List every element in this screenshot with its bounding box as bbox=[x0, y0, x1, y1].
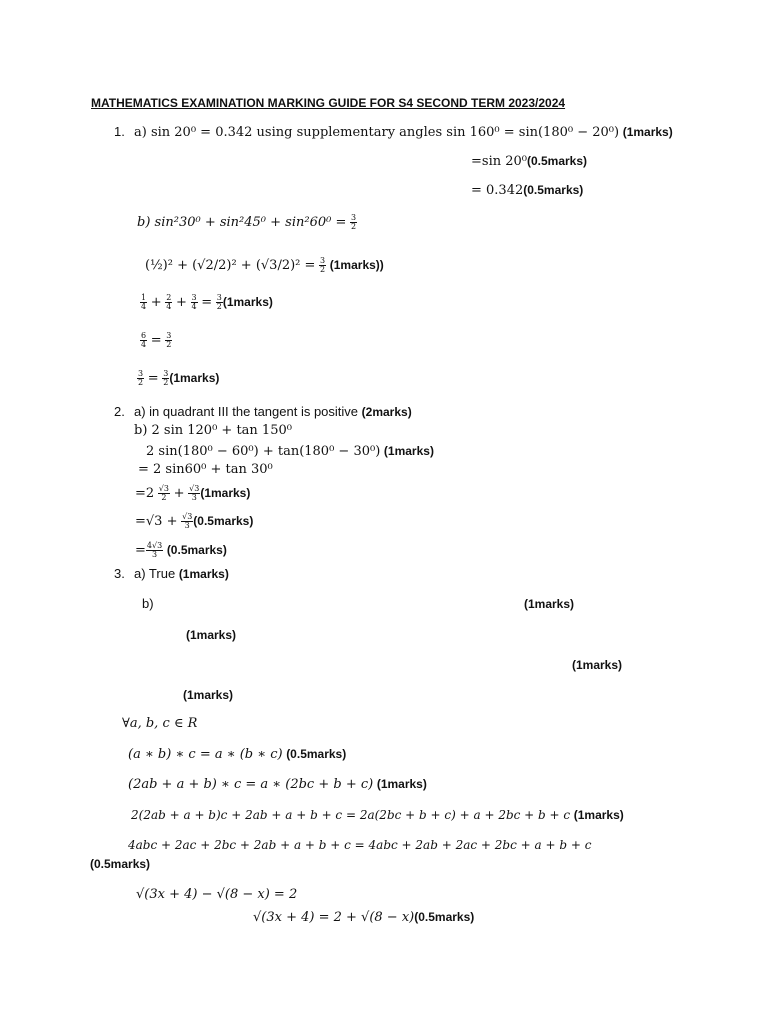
fraction: $\frac{3}{2}$ bbox=[138, 369, 144, 388]
q3-assoc3 bbox=[131, 807, 624, 823]
q3-assoc4: 4abc + 2ac + 2bc + 2ab + a + b + c = 4abc + 2ab + 2ac + 2bc + a + b + c bbox=[128, 838, 592, 852]
q2b-step2-mark: (1marks) bbox=[383, 444, 434, 458]
fraction: $\frac{√3}{2}$ bbox=[158, 484, 169, 503]
q3-equation-2-eq: √(3x + 4) = 2 + √(8 − x) bbox=[253, 910, 415, 925]
q1b-line4-eq: = bbox=[150, 333, 162, 348]
q3-equation-2 bbox=[253, 909, 474, 926]
q2-number: 2. bbox=[114, 404, 125, 419]
page-title: MATHEMATICS EXAMINATION MARKING GUIDE FOR S4 SECOND TERM 2023/2024 bbox=[91, 96, 566, 110]
q1b-line2-mark: (1marks)) bbox=[329, 258, 384, 272]
q3-equation-2-mark: (0.5marks) bbox=[414, 910, 475, 924]
q1a-expression: a) sin 20⁰ = 0.342 using supplementary angles sin 160⁰ = sin(180⁰ − 20⁰) bbox=[134, 125, 620, 140]
fraction: $\frac{√3}{3}$ bbox=[189, 484, 200, 503]
fraction: $\frac{3}{2}$ bbox=[166, 331, 172, 350]
q2b-line4: =2 $\frac{√3}{2}$ + $\frac{√3}{3}$ (1marks) bbox=[135, 484, 251, 503]
q1b-line2 bbox=[145, 257, 384, 274]
fraction: $\frac{√3}{3}$ bbox=[182, 512, 193, 531]
q3-assoc3-mark: (1marks) bbox=[573, 808, 624, 822]
fraction: $\frac{3}{2}$ bbox=[351, 213, 357, 232]
q2b-step6-mark: (0.5marks) bbox=[166, 543, 227, 557]
q2a-line bbox=[134, 404, 412, 420]
q1a-step3: = 0.342 bbox=[471, 183, 524, 198]
q2b-line3: = 2 sin60⁰ + tan 30⁰ bbox=[138, 462, 273, 477]
q3-number: 3. bbox=[114, 566, 125, 581]
q3a-line bbox=[134, 566, 229, 582]
q2a-text: a) in quadrant III the tangent is positive bbox=[134, 404, 359, 419]
q3-assoc4-mark: (0.5marks) bbox=[90, 857, 151, 871]
q2b-step2: 2 sin(180⁰ − 60⁰) + tan(180⁰ − 30⁰) bbox=[146, 444, 381, 459]
q1b-line5-mark: (1marks) bbox=[169, 371, 220, 385]
fraction: $\frac{3}{2}$ bbox=[163, 369, 169, 388]
q3-assoc1 bbox=[128, 746, 346, 763]
q2b-line5 bbox=[135, 513, 253, 530]
fraction: $\frac{6}{4}$ bbox=[141, 331, 147, 350]
q3-equation-1: √(3x + 4) − √(8 − x) = 2 bbox=[136, 887, 298, 902]
q1a-line1 bbox=[134, 124, 673, 141]
q3a-text: a) True bbox=[134, 566, 176, 581]
q1a-line2 bbox=[471, 153, 587, 170]
q1b-expression: b) sin²30⁰ + sin²45⁰ + sin²60⁰ = bbox=[137, 215, 347, 230]
fraction: $\frac{3}{4}$ bbox=[191, 293, 197, 312]
q2b-line2 bbox=[146, 443, 434, 460]
q2b-line6 bbox=[135, 542, 227, 559]
q1b-line1 bbox=[137, 214, 357, 231]
q1b-line5 bbox=[137, 370, 219, 387]
q3b-mark-1: (1marks) bbox=[524, 597, 575, 611]
q1a-step3-mark: (0.5marks) bbox=[523, 183, 584, 197]
q2b-line1: b) 2 sin 120⁰ + tan 150⁰ bbox=[134, 423, 292, 438]
q1b-line3: $\frac{1}{4}$ + $\frac{2}{4}$ + $\frac{3}{4}$ = $\frac{3}{2}$ (1marks) bbox=[141, 293, 273, 312]
q3b-mark-2: (1marks) bbox=[186, 628, 237, 642]
q3a-mark: (1marks) bbox=[178, 567, 229, 581]
q1b-line4 bbox=[140, 332, 172, 349]
fraction: $\frac{3}{2}$ bbox=[320, 256, 326, 275]
q1a-mark: (1marks) bbox=[622, 125, 673, 139]
q2b-step4: =2 bbox=[135, 486, 155, 501]
q1b-substitution: (½)² + (√2/2)² + (√3/2)² = bbox=[145, 258, 316, 273]
q3b-mark-3: (1marks) bbox=[572, 658, 623, 672]
q3-assoc2-eq: (2ab + a + b) ∗ c = a ∗ (2bc + b + c) bbox=[128, 777, 374, 792]
fraction: $\frac{3}{2}$ bbox=[216, 293, 222, 312]
q2a-mark: (2marks) bbox=[361, 405, 412, 419]
q3-assoc1-mark: (0.5marks) bbox=[286, 747, 347, 761]
q1a-step2-mark: (0.5marks) bbox=[526, 154, 588, 168]
fraction: $\frac{1}{4}$ bbox=[141, 293, 147, 312]
q2b-step6: = bbox=[135, 543, 146, 558]
q2b-step5-mark: (0.5marks) bbox=[193, 514, 254, 528]
fraction: $\frac{2}{4}$ bbox=[166, 293, 172, 312]
q1b-line3-mark: (1marks) bbox=[222, 295, 273, 309]
q2b-step4-mark: (1marks) bbox=[200, 486, 251, 500]
q3-assoc2 bbox=[128, 776, 427, 793]
q3-assoc3-eq: 2(2ab + a + b)c + 2ab + a + b + c = 2a(2bc + b + c) + a + 2bc + b + c bbox=[131, 808, 571, 822]
q1b-line5-eq: = bbox=[147, 371, 159, 386]
q1-number: 1. bbox=[114, 124, 125, 139]
fraction: $\frac{4√3}{3}$ bbox=[146, 541, 163, 560]
q1a-line3 bbox=[471, 182, 583, 199]
q2b-step5: =√3 + bbox=[135, 514, 178, 529]
q3b-label: b) bbox=[142, 596, 154, 611]
q3-forall: ∀a, b, c ∈ R bbox=[122, 716, 198, 731]
q3-assoc2-mark: (1marks) bbox=[376, 777, 427, 791]
q3-assoc1-eq: (a ∗ b) ∗ c = a ∗ (b ∗ c) bbox=[128, 747, 283, 762]
q1a-step2: =sin 20⁰ bbox=[471, 154, 527, 169]
q3b-mark-4: (1marks) bbox=[183, 688, 234, 702]
